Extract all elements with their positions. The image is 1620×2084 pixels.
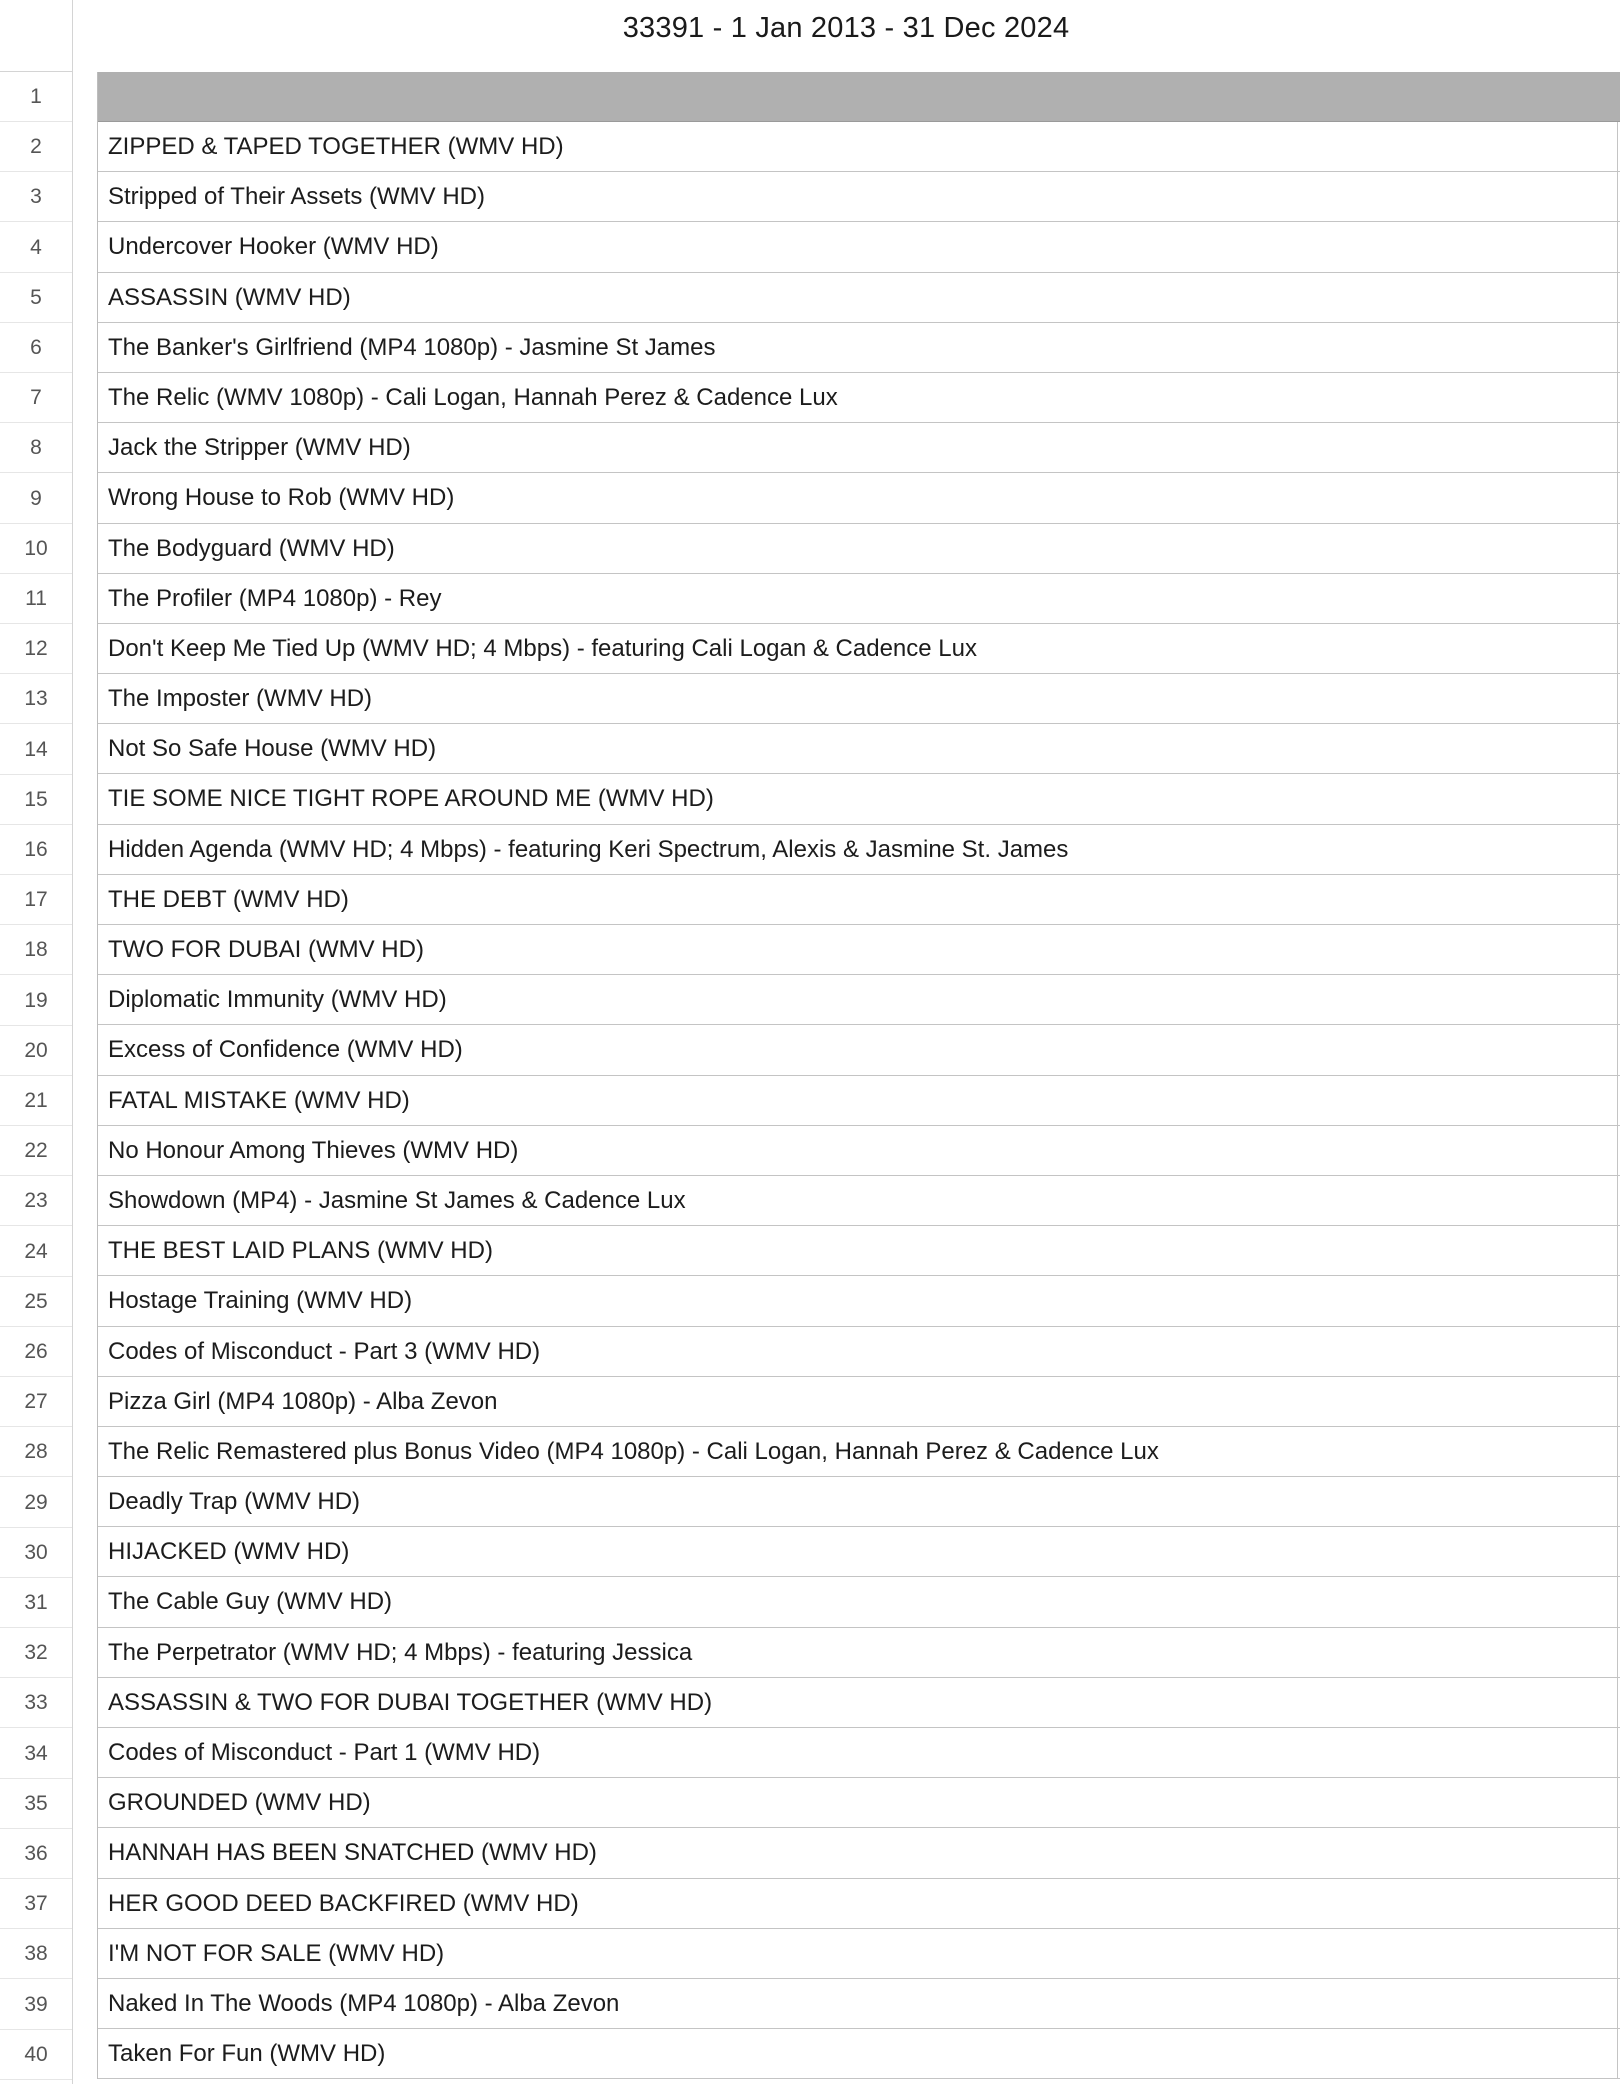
table-cell[interactable]: ASSASSIN & TWO FOR DUBAI TOGETHER (WMV HD): [98, 1678, 1620, 1728]
table-cell[interactable]: The Bodyguard (WMV HD): [98, 524, 1620, 574]
sheet-corner-cell[interactable]: [0, 0, 72, 72]
row-number[interactable]: 8: [0, 423, 72, 473]
table-cell[interactable]: HER GOOD DEED BACKFIRED (WMV HD): [98, 1879, 1620, 1929]
table-cell[interactable]: Diplomatic Immunity (WMV HD): [98, 975, 1620, 1025]
table-cell[interactable]: HANNAH HAS BEEN SNATCHED (WMV HD): [98, 1828, 1620, 1878]
row-number[interactable]: 32: [0, 1628, 72, 1678]
table-cell[interactable]: No Honour Among Thieves (WMV HD): [98, 1126, 1620, 1176]
row-number[interactable]: 34: [0, 1729, 72, 1779]
row-number[interactable]: 10: [0, 524, 72, 574]
row-number[interactable]: 24: [0, 1227, 72, 1277]
row-number[interactable]: 15: [0, 775, 72, 825]
row-number[interactable]: 12: [0, 624, 72, 674]
row-number[interactable]: 22: [0, 1126, 72, 1176]
row-number[interactable]: 23: [0, 1176, 72, 1226]
row-number[interactable]: 26: [0, 1327, 72, 1377]
table-body: [98, 122, 1620, 2079]
table-cell[interactable]: The Profiler (MP4 1080p) - Rey: [98, 574, 1620, 624]
row-number-gutter: [0, 0, 73, 2084]
row-number[interactable]: 11: [0, 574, 72, 624]
table-cell[interactable]: I'M NOT FOR SALE (WMV HD): [98, 1929, 1620, 1979]
table-cell[interactable]: Showdown (MP4) - Jasmine St James & Cadence Lux: [98, 1176, 1620, 1226]
row-number[interactable]: 38: [0, 1929, 72, 1979]
row-number[interactable]: 40: [0, 2030, 72, 2080]
row-number[interactable]: 13: [0, 674, 72, 724]
row-number[interactable]: 20: [0, 1026, 72, 1076]
table-cell[interactable]: Taken For Fun (WMV HD): [98, 2029, 1620, 2079]
spreadsheet-table: [97, 72, 1620, 2079]
table-cell[interactable]: The Banker's Girlfriend (MP4 1080p) - Jasmine St James: [98, 323, 1620, 373]
table-cell[interactable]: Jack the Stripper (WMV HD): [98, 423, 1620, 473]
row-number[interactable]: 3: [0, 172, 72, 222]
row-number[interactable]: 17: [0, 875, 72, 925]
table-cell[interactable]: Hidden Agenda (WMV HD; 4 Mbps) - featuring Keri Spectrum, Alexis & Jasmine St. James: [98, 825, 1620, 875]
table-cell[interactable]: TWO FOR DUBAI (WMV HD): [98, 925, 1620, 975]
table-cell[interactable]: Codes of Misconduct - Part 3 (WMV HD): [98, 1327, 1620, 1377]
table-cell[interactable]: Codes of Misconduct - Part 1 (WMV HD): [98, 1728, 1620, 1778]
row-number[interactable]: 28: [0, 1427, 72, 1477]
row-number[interactable]: 31: [0, 1578, 72, 1628]
row-number[interactable]: 36: [0, 1829, 72, 1879]
row-number[interactable]: 29: [0, 1478, 72, 1528]
table-cell[interactable]: FATAL MISTAKE (WMV HD): [98, 1076, 1620, 1126]
table-cell[interactable]: THE DEBT (WMV HD): [98, 875, 1620, 925]
row-number[interactable]: 33: [0, 1678, 72, 1728]
row-number[interactable]: 37: [0, 1879, 72, 1929]
row-number[interactable]: 39: [0, 1980, 72, 2030]
row-number[interactable]: 6: [0, 323, 72, 373]
table-cell[interactable]: THE BEST LAID PLANS (WMV HD): [98, 1226, 1620, 1276]
table-cell[interactable]: TIE SOME NICE TIGHT ROPE AROUND ME (WMV HD): [98, 774, 1620, 824]
table-cell[interactable]: ZIPPED & TAPED TOGETHER (WMV HD): [98, 122, 1620, 172]
table-cell[interactable]: Stripped of Their Assets (WMV HD): [98, 172, 1620, 222]
table-cell[interactable]: The Perpetrator (WMV HD; 4 Mbps) - featuring Jessica: [98, 1628, 1620, 1678]
table-cell[interactable]: GROUNDED (WMV HD): [98, 1778, 1620, 1828]
sheet-title: 33391 - 1 Jan 2013 - 31 Dec 2024: [622, 12, 1070, 44]
table-cell[interactable]: Hostage Training (WMV HD): [98, 1276, 1620, 1326]
table-cell[interactable]: Deadly Trap (WMV HD): [98, 1477, 1620, 1527]
table-cell[interactable]: Not So Safe House (WMV HD): [98, 724, 1620, 774]
table-cell[interactable]: Pizza Girl (MP4 1080p) - Alba Zevon: [98, 1377, 1620, 1427]
row-number[interactable]: 19: [0, 976, 72, 1026]
table-cell[interactable]: ASSASSIN (WMV HD): [98, 273, 1620, 323]
table-cell[interactable]: The Relic (WMV 1080p) - Cali Logan, Hannah Perez & Cadence Lux: [98, 373, 1620, 423]
table-cell[interactable]: Undercover Hooker (WMV HD): [98, 222, 1620, 272]
table-cell[interactable]: The Cable Guy (WMV HD): [98, 1577, 1620, 1627]
row-number[interactable]: 27: [0, 1377, 72, 1427]
row-number[interactable]: 14: [0, 725, 72, 775]
row-number[interactable]: 35: [0, 1779, 72, 1829]
row-number[interactable]: 2: [0, 122, 72, 172]
table-cell[interactable]: HIJACKED (WMV HD): [98, 1527, 1620, 1577]
row-number[interactable]: 7: [0, 373, 72, 423]
row-number[interactable]: 9: [0, 474, 72, 524]
row-number[interactable]: 16: [0, 825, 72, 875]
header-row-cell[interactable]: [98, 72, 1620, 122]
row-number[interactable]: 1: [0, 72, 72, 122]
table-cell[interactable]: Wrong House to Rob (WMV HD): [98, 473, 1620, 523]
table-cell[interactable]: Naked In The Woods (MP4 1080p) - Alba Zevon: [98, 1979, 1620, 2029]
table-cell[interactable]: Don't Keep Me Tied Up (WMV HD; 4 Mbps) - featuring Cali Logan & Cadence Lux: [98, 624, 1620, 674]
row-number[interactable]: 30: [0, 1528, 72, 1578]
row-number[interactable]: 25: [0, 1277, 72, 1327]
table-cell[interactable]: The Relic Remastered plus Bonus Video (MP4 1080p) - Cali Logan, Hannah Perez & Cadence Lux: [98, 1427, 1620, 1477]
row-number[interactable]: 18: [0, 925, 72, 975]
row-number[interactable]: 5: [0, 273, 72, 323]
table-cell[interactable]: Excess of Confidence (WMV HD): [98, 1025, 1620, 1075]
table-cell[interactable]: The Imposter (WMV HD): [98, 674, 1620, 724]
row-number[interactable]: 21: [0, 1076, 72, 1126]
row-number[interactable]: 4: [0, 223, 72, 273]
